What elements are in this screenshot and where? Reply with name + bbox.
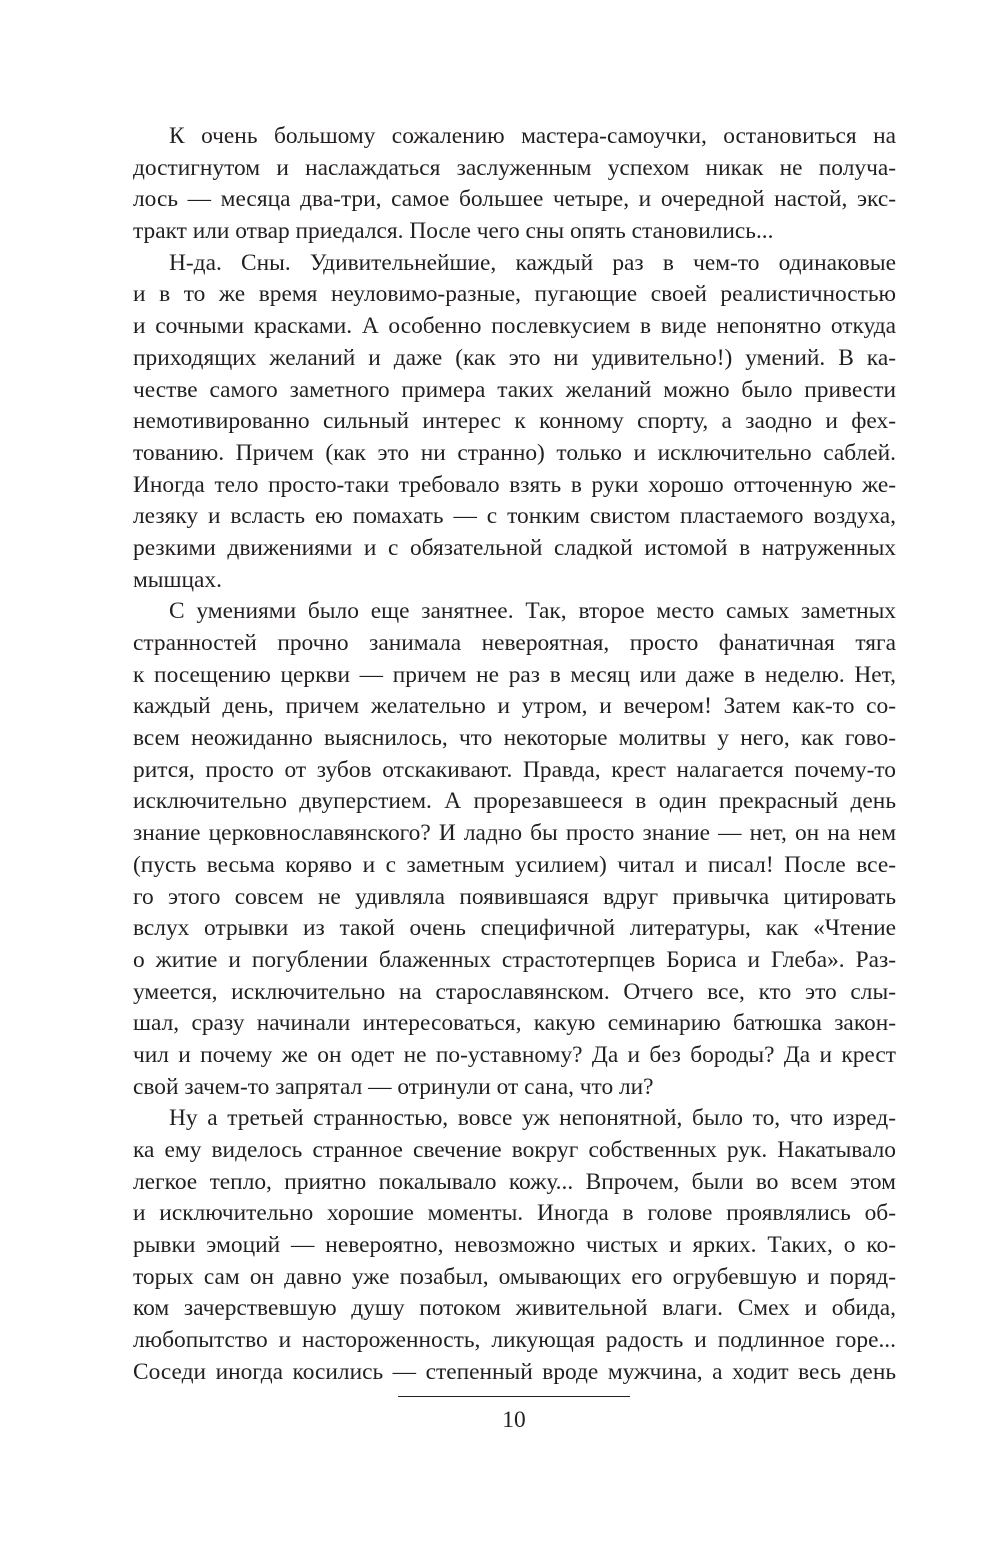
text-line: торых сам он давно уже позабыл, омывающих его огрубевшую и поряд- [133,1263,896,1290]
footer-rule [398,1396,630,1397]
text-line: (пусть весьма коряво и с заметным усилием) читал и писал! После все- [133,851,896,878]
text-line: Иногда тело просто-таки требовало взять в руки хорошо отточенную же- [133,471,896,498]
text-line: исключительно двуперстием. А прорезавшееся в один прекрасный день [133,788,896,815]
page-number: 10 [502,1407,526,1433]
text-line: резкими движениями и с обязательной сладкой истомой в натруженных [133,534,896,561]
text-line: знание церковнославянского? И ладно бы просто знание — нет, он на нем [133,820,896,847]
text-line: к посещению церкви — причем не раз в месяц или даже в неделю. Нет, [133,661,896,688]
text-line: достигнутом и наслаждаться заслуженным успехом никак не получа- [133,154,896,181]
text-line: каждый день, причем желательно и утром, и вечером! Затем как-то со- [133,693,896,720]
text-line: лось — месяца два-три, самое большее четыре, и очередной настой, экс- [133,186,896,213]
text-line: свой зачем-то запрятал — отринули от сана, что ли? [133,1073,654,1100]
text-line: тракт или отвар приедался. После чего сны опять становились... [133,218,774,245]
text-line: и в то же время неуловимо-разные, пугающие своей реалистичностью [133,281,896,308]
text-line: странностей прочно занимала невероятная, просто фанатичная тяга [133,630,896,656]
text-line: приходящих желаний и даже (как это ни удивительно!) умений. В ка- [133,344,896,371]
text-line: чил и почему же он одет не по-уставному? Да и без бороды? Да и крест [133,1041,896,1068]
text-line: тованию. Причем (как это ни странно) только и исключительно саблей. [133,439,896,466]
text-line: вслух отрывки из такой очень специфичной литературы, как «Чтение [133,915,896,942]
text-line: легкое тепло, приятно покалывало кожу... Впрочем, были во всем этом [133,1168,896,1195]
text-line: шал, сразу начинали интересоваться, какую семинарию батюшка закон- [133,1010,896,1037]
text-line: и исключительно хорошие моменты. Иногда в голове проявлялись об- [133,1200,896,1227]
text-line: К очень большому сожалению мастера-самоучки, остановиться на [169,123,896,149]
text-line: Ну а третьей странностью, вовсе уж непонятной, было то, что изред- [169,1105,896,1132]
text-line: С умениями было еще занятнее. Так, второе место самых заметных [169,598,896,625]
body-text [133,121,896,1389]
text-line: ка ему виделось странное свечение вокруг собственных рук. Накатывало [133,1137,896,1163]
text-line: всем неожиданно выяснилось, что некоторые молитвы у него, как гово- [133,725,896,752]
text-line: любопытство и настороженность, ликующая радость и подлинное горе... [133,1327,896,1354]
text-line: рится, просто от зубов отскакивают. Правда, крест налагается почему-то [133,756,896,783]
text-line: Н-да. Сны. Удивительнейшие, каждый раз в чем-то одинаковые [169,249,896,276]
text-line: и сочными красками. А особенно послевкусием в виде непонятно откуда [133,313,896,340]
text-line: лезяку и всласть ею помахать — с тонким свистом пластаемого воздуха, [133,503,896,530]
text-line: го этого совсем не удивляла появившаяся вдруг привычка цитировать [133,883,896,910]
text-line: ком зачерствевшую душу потоком живительной влаги. Смех и обида, [133,1295,896,1322]
text-line: мышцах. [133,566,222,593]
text-line: Соседи иногда косились — степенный вроде мужчина, а ходит весь день [133,1358,896,1385]
text-line: о житие и погублении блаженных страстотерпцев Бориса и Глеба». Раз- [133,946,896,973]
text-line: рывки эмоций — невероятно, невозможно чистых и ярких. Таких, о ко- [133,1232,896,1259]
text-line: немотивированно сильный интерес к конному спорту, а заодно и фех- [133,408,896,435]
text-line: умеется, исключительно на старославянском. Отчего все, кто это слы- [133,978,896,1005]
text-line: честве самого заметного примера таких желаний можно было привести [133,376,896,403]
